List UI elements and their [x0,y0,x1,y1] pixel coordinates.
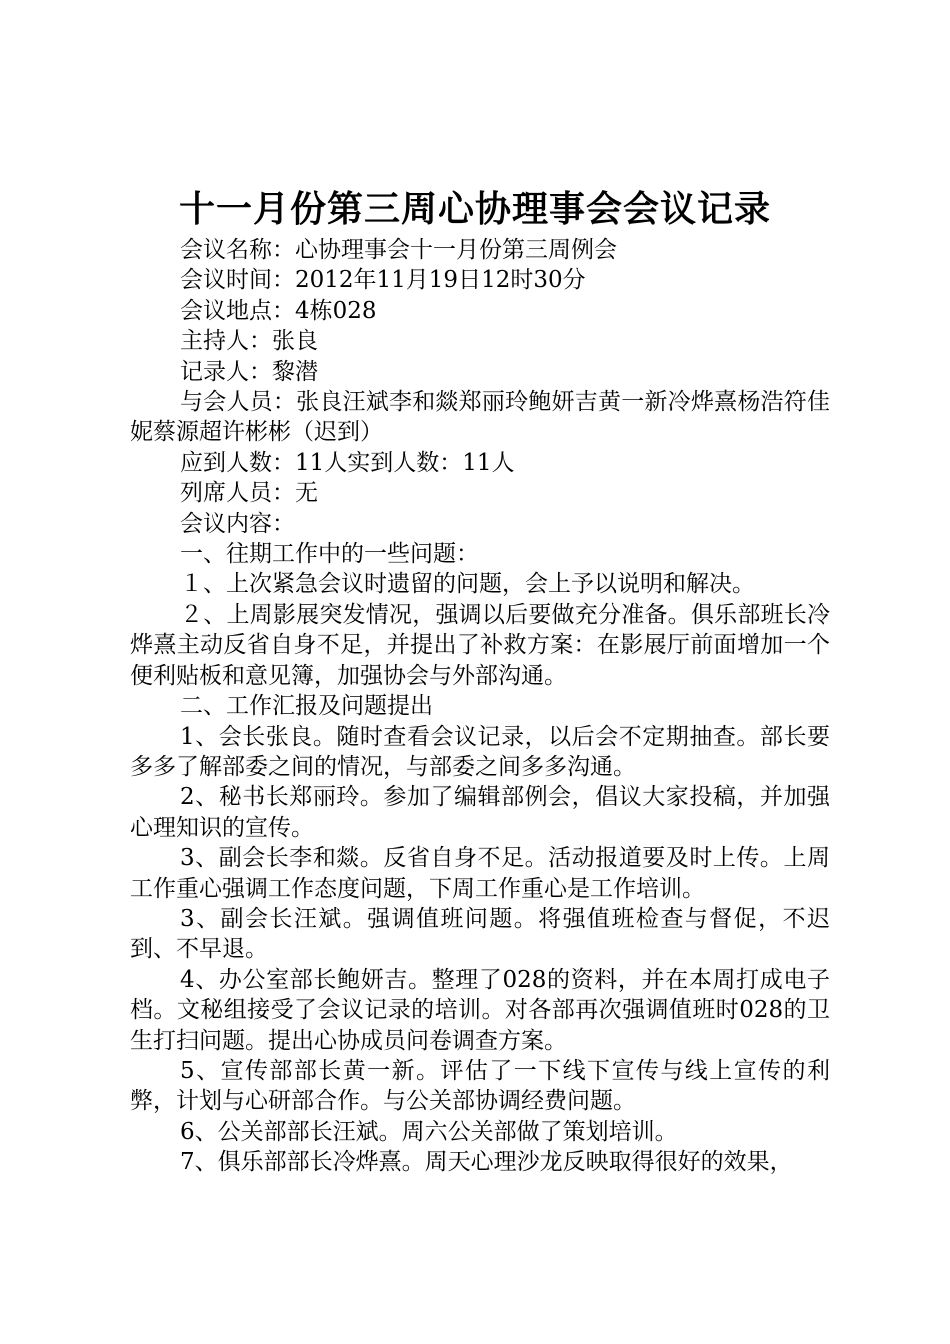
meeting-location-line: 会议地点：4栋028 [180,297,377,324]
paragraph-report-1: 1、会长张良。随时查看会议记录，以后会不定期抽查。部长要多多了解部委之间的情况，与部委之间多多沟通。 [130,723,830,780]
meeting-name-line: 会议名称：心协理事会十一月份第三周例会 [180,237,617,263]
paragraph-past-issue-2: ２、上周影展突发情况，强调以后要做充分准备。俱乐部班长冷烨熹主动反省自身不足，并提出了补救方案：在影展厅前面增加一个便利贴板和意见簿，加强协会与外部沟通。 [130,601,830,689]
meeting-time-line: 会议时间：2012年11月19日12时30分 [180,267,586,294]
observers-line: 列席人员：无 [180,480,318,507]
paragraph-report-6: 6、公关部部长汪斌。周六公关部做了策划培训。 [180,1118,678,1145]
paragraph-report-2: 2、秘书长郑丽玲。参加了编辑部例会，倡议大家投稿，并加强心理知识的宣传。 [130,784,830,841]
paragraph-report-5: 5、宣传部部长黄一新。评估了一下线下宣传与线上宣传的利弊，计划与心研部合作。与公关部协调经费问题。 [130,1057,830,1115]
document-body [130,235,830,1178]
paragraph-past-issue-1: １、上次紧急会议时遗留的问题，会上予以说明和解决。 [180,571,755,598]
attendees-paragraph: 与会人员：张良汪斌李和燚郑丽玲鲍妍吉黄一新冷烨熹杨浩符佳妮蔡源超许彬彬（迟到） [130,389,830,446]
recorder-line: 记录人：黎潜 [180,358,318,385]
meeting-content-heading: 会议内容： [180,510,295,537]
paragraph-report-3a: 3、副会长李和燚。反省自身不足。活动报道要及时上传。上周工作重心强调工作态度问题，下周工作重心是工作培训。 [130,845,830,902]
section-heading-past-issues: 一、往期工作中的一些问题： [180,541,479,568]
paragraph-report-7: 7、俱乐部部长冷烨熹。周天心理沙龙反映取得很好的效果， [180,1149,793,1176]
document-title: 十一月份第三周心协理事会会议记录 [178,188,771,230]
attendance-count-line: 应到人数：11人实到人数：11人 [180,449,515,476]
section-heading-work-report: 二、工作汇报及问题提出 [180,693,433,720]
paragraph-report-4: 4、办公室部长鲍妍吉。整理了028的资料，并在本周打成电子档。文秘组接受了会议记录的培训。对各部再次强调值班时028的卫生打扫问题。提出心协成员问卷调查方案。 [130,966,830,1054]
paragraph-report-3b: 3、副会长汪斌。强调值班问题。将强值班检查与督促，不迟到、不早退。 [130,905,830,963]
host-line: 主持人：张良 [180,328,318,355]
